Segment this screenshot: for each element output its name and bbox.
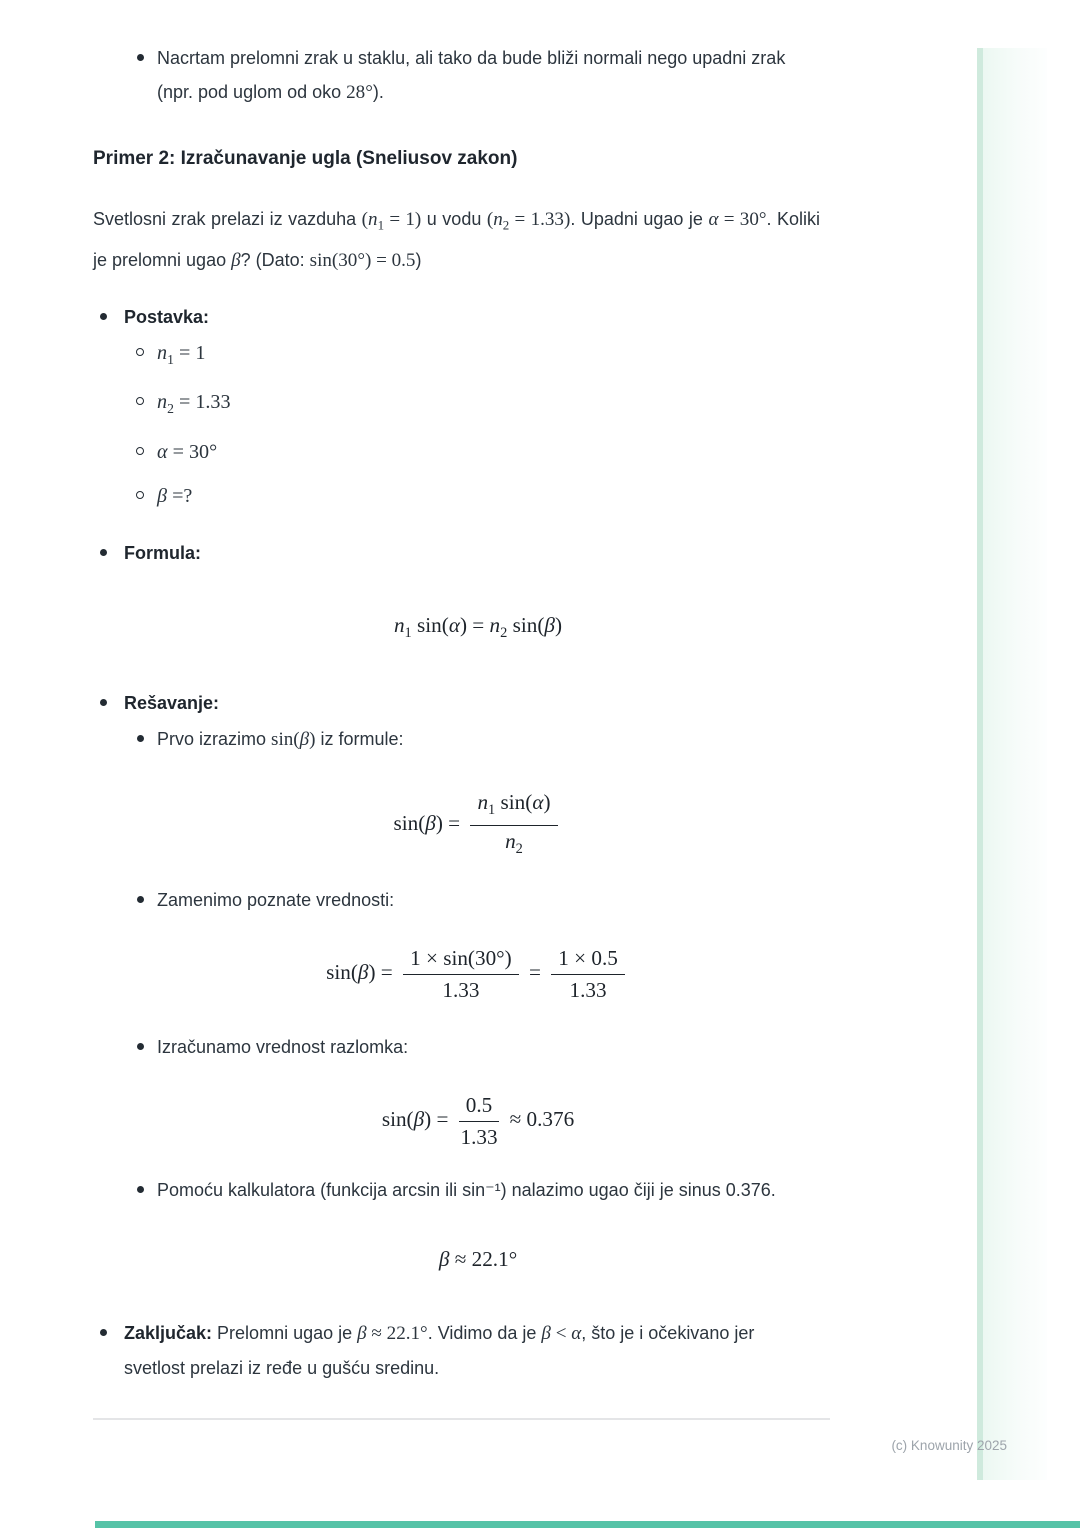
- step-text: Pomoću kalkulatora (funkcija arcsin ili sin⁻¹) nalazimo ugao čiji je sinus 0.376.: [157, 1180, 776, 1201]
- formula-snell-law: $n_1$ $\sin(\alpha) = n_2$ sin(β): [393, 613, 563, 642]
- step-text: Izračunamo vrednost razlomka:: [157, 1037, 409, 1058]
- list-item-text: α = 30°: [157, 441, 218, 464]
- formula-sin-beta-expression: sin(β) = $\frac{n_1 \sin(\alpha)}{n_2}$: [93, 789, 863, 862]
- bullet-icon: [100, 313, 107, 320]
- bullet-icon: [100, 699, 107, 706]
- list-item-text: $n_1 = 1$: [157, 341, 206, 367]
- list-item-formula: [93, 536, 820, 570]
- circle-bullet-icon: [136, 348, 144, 356]
- page-content: [93, 0, 820, 1420]
- bullet-icon: [137, 896, 144, 903]
- formula-fraction-result: sin(β) = $\frac{0.5}{1.33}$ ≈ 0.376: [381, 1093, 575, 1150]
- conclusion-item: [93, 1316, 820, 1385]
- section-heading: Primer 2: Izračunavanje ugla (Sneliusov zakon): [93, 148, 518, 169]
- bullet-icon: [137, 1043, 144, 1050]
- bullet-icon: [100, 549, 107, 556]
- list-item-text: $n_2 = 1.33$: [157, 391, 231, 417]
- list-item-text: Nacrtam prelomni zrak u staklu, ali tako da bude bliži normali nego upadni zrak (npr. pod uglom od oko 28°).: [157, 48, 786, 103]
- list-item: [93, 340, 820, 373]
- list-item-label: Formula:: [124, 543, 202, 564]
- conclusion-text: Zaključak: Prelomni ugao je β ≈ 22.1°. Vidimo da je β < α, što je i očekivano jer svetlost prelazi iz ređe u gušću sredinu.: [124, 1323, 755, 1379]
- page-edge-accent-bar: [977, 48, 1047, 1480]
- list-item-text: β =?: [157, 485, 193, 508]
- list-item-resavanje: [93, 686, 820, 720]
- list-item: [93, 41, 820, 110]
- step-item: [93, 722, 820, 757]
- bullet-icon: [100, 1329, 107, 1336]
- copyright-text: (c) Knowunity 2025: [891, 1438, 1007, 1453]
- list-item-postavka: [93, 300, 820, 334]
- footer-divider: [93, 1418, 830, 1420]
- step-text: Prvo izrazimo sin(β) iz formule:: [157, 729, 404, 751]
- bullet-icon: [137, 54, 144, 61]
- bullet-icon: [137, 1186, 144, 1193]
- circle-bullet-icon: [136, 491, 144, 499]
- formula-beta-result: β ≈ 22.1°: [438, 1247, 518, 1272]
- list-item: [93, 389, 820, 422]
- circle-bullet-icon: [136, 447, 144, 455]
- step-item: [93, 1030, 820, 1064]
- circle-bullet-icon: [136, 397, 144, 405]
- step-text: Zamenimo poznate vrednosti:: [157, 890, 395, 911]
- step-item: [93, 883, 820, 917]
- list-item: [93, 483, 820, 510]
- formula-substituted-values: sin(β) = $\frac{1 \times \sin(30^\circ)}{1.33}$ = $\frac{1 \times 0.5}{1.33}$: [93, 945, 863, 1004]
- bullet-icon: [137, 735, 144, 742]
- intro-paragraph: Svetlosni zrak prelazi iz vazduha $(n_1 = 1)$ u vodu $(n_2 = 1.33)$. Upadni ugao je α = 30°. Koliki je prelomni ugao β? (Dato: sin(30°) = 0.5): [93, 209, 821, 271]
- list-item-label: Postavka:: [124, 306, 210, 327]
- list-item: [93, 439, 820, 466]
- step-item: [93, 1173, 820, 1207]
- page-bottom-accent-bar: [95, 1521, 1080, 1528]
- list-item-label: Rešavanje:: [124, 693, 220, 714]
